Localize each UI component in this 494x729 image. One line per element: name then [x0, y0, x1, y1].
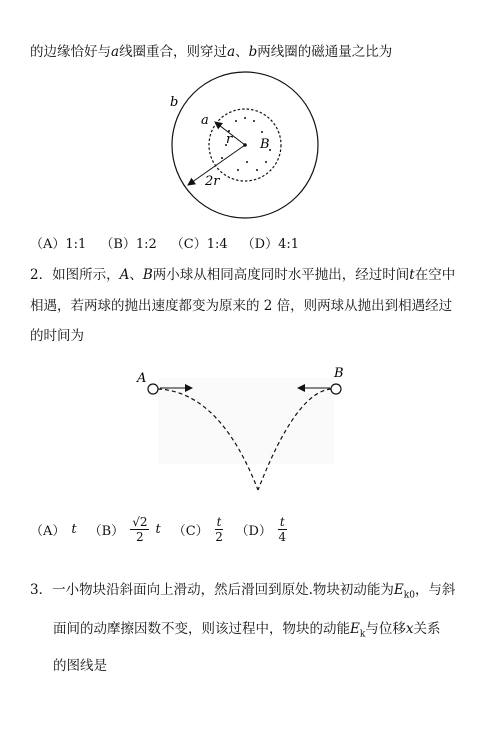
q1-text-suffix: 两线圈的磁通量之比为	[257, 44, 393, 60]
var-E-2: E	[350, 621, 360, 637]
var-b: b	[248, 44, 258, 60]
q2-text-a: 如图所示，	[52, 267, 120, 283]
ball-B	[331, 384, 341, 394]
fraction-denominator: 2	[136, 530, 144, 544]
q1-option-d[interactable]: （D）4:1	[241, 237, 300, 252]
q2-number: 2．	[30, 267, 53, 283]
q3-stem-line-3: 的图线是	[53, 658, 107, 674]
fraction-denominator: 2	[215, 530, 223, 544]
q1-option-b[interactable]: （B）1:2	[100, 237, 157, 252]
q1-options	[30, 233, 299, 252]
label-A: A	[137, 371, 147, 386]
label-B: B	[334, 366, 344, 381]
q2-option-c-label[interactable]: （C）	[172, 524, 209, 539]
label-field-B: B	[260, 137, 270, 152]
q3-text-d: 与位移	[365, 621, 406, 637]
q2-option-b-var: t	[155, 522, 161, 537]
var-B: B	[142, 267, 153, 283]
var-a-2: a	[227, 44, 236, 60]
q2-option-a-value: t	[71, 522, 77, 537]
label-a: a	[201, 113, 209, 128]
q2-stem-line-1	[30, 263, 455, 283]
q3-stem-line-2	[53, 617, 440, 640]
q1-text-mid: 线圈重合，则穿过	[119, 44, 228, 60]
q2-options	[30, 516, 287, 543]
q3-text-b: ，与斜	[414, 582, 456, 598]
fraction-numerator: √2	[132, 515, 148, 529]
fraction-numerator: t	[279, 515, 285, 529]
subscript-k: k	[359, 629, 366, 640]
q2-stem-line-3: 的时间为	[30, 328, 84, 344]
var-E: E	[393, 582, 404, 598]
q2-option-d-fraction	[278, 516, 287, 543]
q3-text-c: 面间的动摩擦因数不变，则该过程中，物块的动能	[53, 621, 350, 637]
q2-option-c-fraction	[215, 516, 224, 543]
q3-stem-line-1	[30, 578, 455, 601]
q1-option-a[interactable]: （A）1:1	[30, 237, 87, 252]
fraction-numerator: t	[216, 515, 222, 529]
q2-option-b-label[interactable]: （B）	[88, 524, 125, 539]
var-A: A	[119, 267, 130, 283]
ball-A	[148, 384, 158, 394]
q2-option-a-label[interactable]: （A）	[30, 524, 66, 539]
label-2r: 2r	[205, 174, 220, 189]
q2-option-b-fraction	[130, 516, 149, 543]
q1-text-prefix: 的边缘恰好与	[30, 44, 111, 60]
q3-text-e: 关系	[413, 621, 441, 637]
var-x: x	[405, 621, 414, 637]
q2-text-c: 在空中	[414, 267, 456, 283]
label-r: r	[226, 132, 233, 147]
q2-option-d-label[interactable]: （D）	[235, 524, 272, 539]
q1-option-c[interactable]: （C）1:4	[170, 237, 228, 252]
var-a: a	[111, 44, 120, 60]
q2-stem-line-2: 相遇，若两球的抛出速度都变为原来的 2 倍，则两球从抛出到相遇经过	[30, 298, 453, 314]
label-b: b	[170, 95, 179, 110]
q3-text-a: 一小物块沿斜面向上滑动，然后滑回到原处.物块初动能为	[52, 582, 394, 598]
subscript-k0: k0	[403, 590, 415, 601]
fraction-denominator: 4	[278, 530, 287, 544]
q2-figure-watermark	[158, 378, 334, 464]
var-t: t	[409, 267, 415, 283]
q2-text-b: 两小球从相同高度同时水平抛出，经过时间	[152, 267, 410, 283]
separator: 、	[235, 44, 249, 60]
q3-number: 3．	[30, 582, 53, 598]
separator: 、	[129, 267, 143, 283]
